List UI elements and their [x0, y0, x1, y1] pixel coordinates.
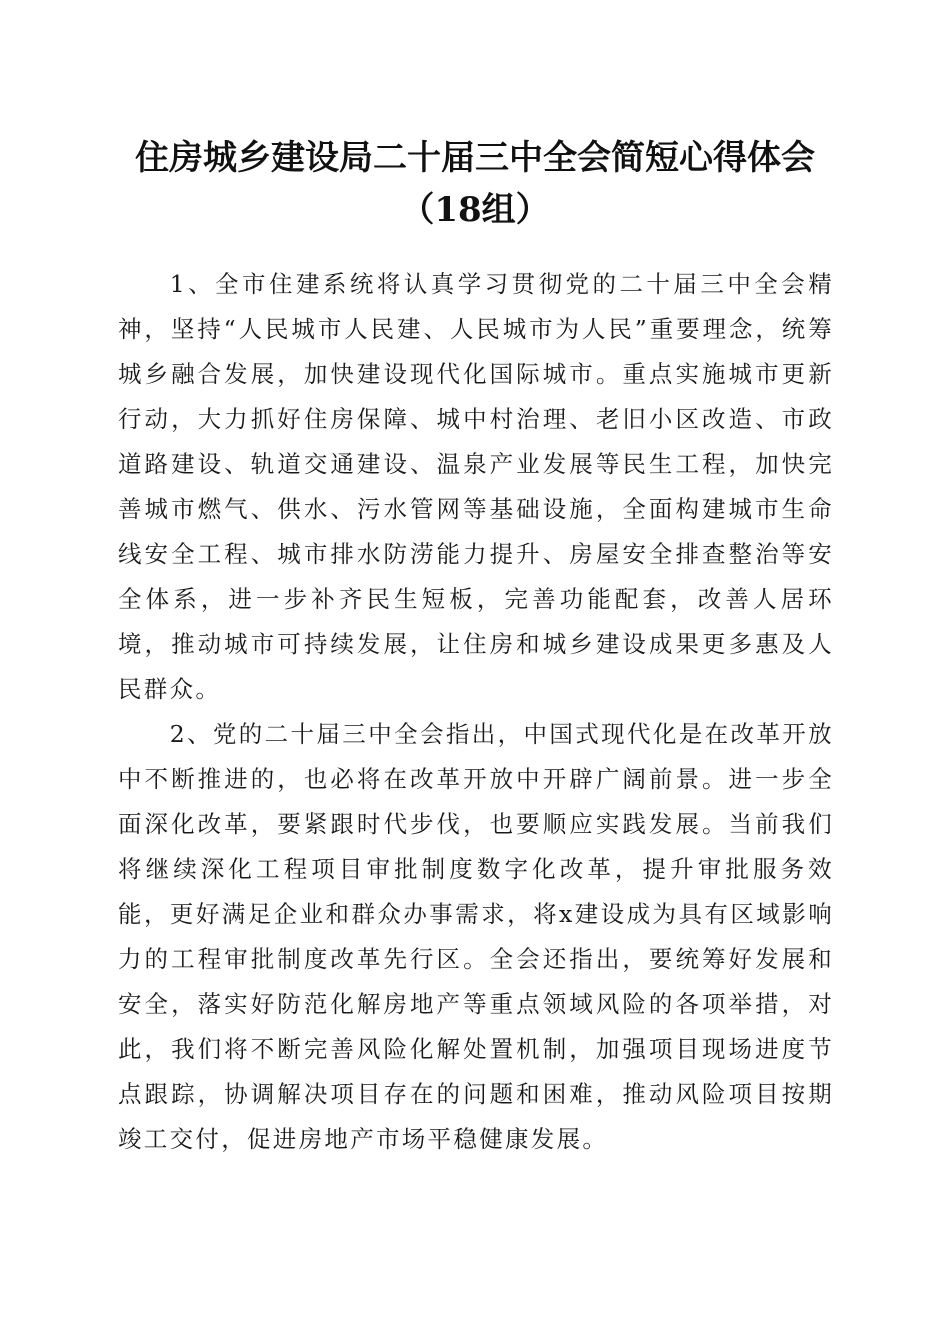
document-body: [118, 262, 834, 1162]
title-line-subtitle: （18组）: [400, 190, 550, 230]
paragraph-2: 2、党的二十届三中全会指出，中国式现代化是在改革开放中不断推进的，也必将在改革开放中开辟广阔前景。进一步全面深化改革，要紧跟时代步伐，也要顺应实践发展。当前我们将继续深化工程项目审批制度数字化改革，提升审批服务效能，更好满足企业和群众办事需求，将x建设成为具有区域影响力的工程审批制度改革先行区。全会还指出，要统筹好发展和安全，落实好防范化解房地产等重点领域风险的各项举措，对此，我们将不断完善风险化解处置机制，加强项目现场进度节点跟踪，协调解决项目存在的问题和困难，推动风险项目按期竣工交付，促进房地产市场平稳健康发展。: [118, 720, 834, 1153]
document-title: [0, 132, 950, 236]
paragraph-1: 1、全市住建系统将认真学习贯彻党的二十届三中全会精神，坚持“人民城市人民建、人民城市为人民”重要理念，统筹城乡融合发展，加快建设现代化国际城市。重点实施城市更新行动，大力抓好住房保障、城中村治理、老旧小区改造、市政道路建设、轨道交通建设、温泉产业发展等民生工程，加快完善城市燃气、供水、污水管网等基础设施，全面构建城市生命线安全工程、城市排水防涝能力提升、房屋安全排查整治等安全体系，进一步补齐民生短板，完善功能配套，改善人居环境，推动城市可持续发展，让住房和城乡建设成果更多惠及人民群众。: [118, 270, 834, 703]
title-line-main: 住房城乡建设局二十届三中全会简短心得体会: [135, 138, 815, 178]
